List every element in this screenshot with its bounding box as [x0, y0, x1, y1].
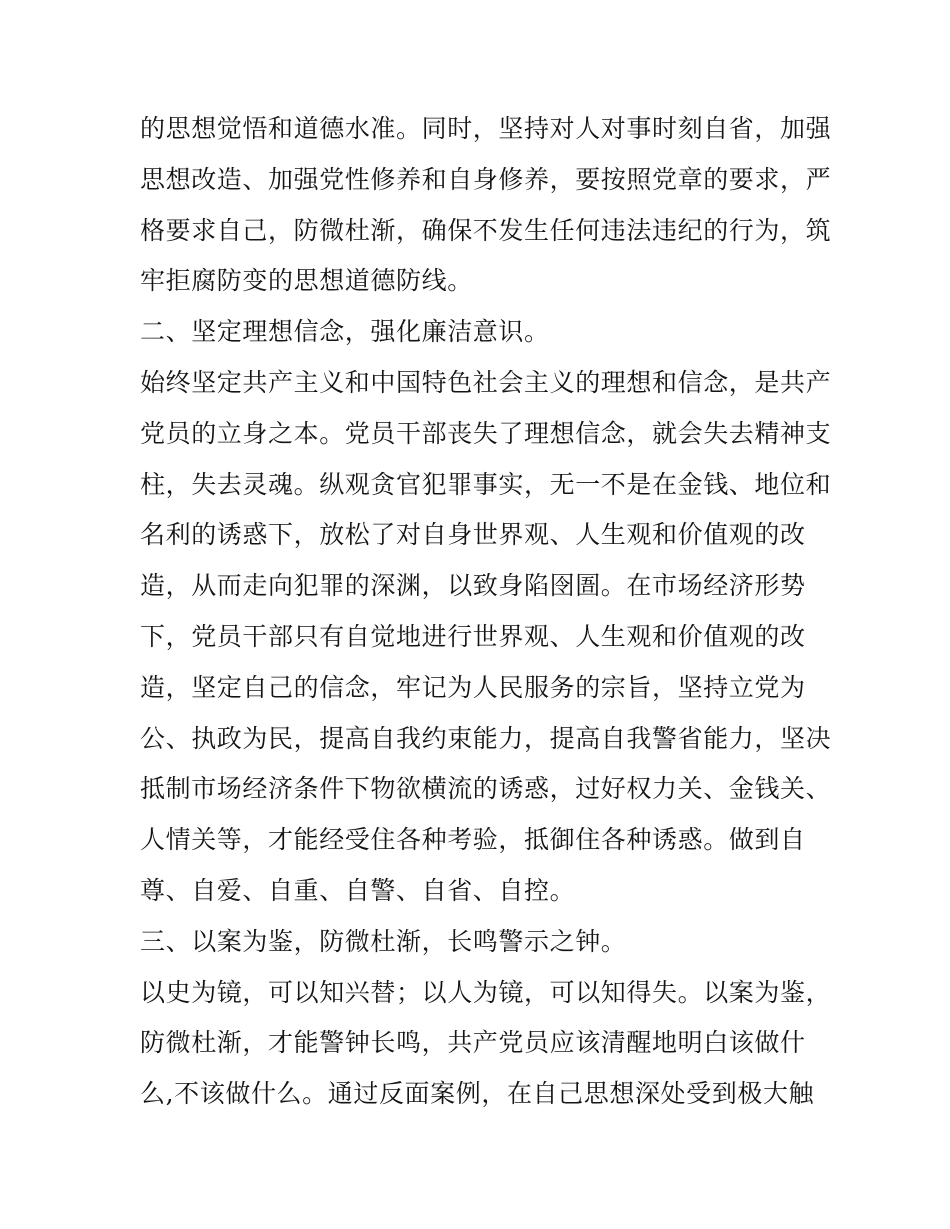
text-line: 抵制市场经济条件下物欲横流的诱惑，过好权力关、金钱关、 [140, 774, 832, 804]
text-line: 格要求自己，防微杜渐，确保不发生任何违法违纪的行为，筑 [140, 215, 832, 245]
text-line: 人情关等，才能经受住各种考验，抵御住各种诱惑。做到自 [140, 825, 806, 855]
text-line: 党员的立身之本。党员干部丧失了理想信念，就会失去精神支 [140, 418, 832, 448]
text-line: 防微杜渐，才能警钟长鸣，共产党员应该清醒地明白该做什 [140, 1028, 806, 1058]
text-line: 造，坚定自己的信念，牢记为人民服务的宗旨，坚持立党为 [140, 672, 806, 702]
text-line: 么,不该做什么。通过反面案例，在自己思想深处受到极大触 [140, 1079, 815, 1109]
section-heading: 三、以案为鉴，防微杜渐，长鸣警示之钟。 [140, 926, 627, 956]
text-line: 造，从而走向犯罪的深渊，以致身陷囹圄。在市场经济形势 [140, 571, 806, 601]
section-heading: 二、坚定理想信念，强化廉洁意识。 [140, 317, 550, 347]
text-line: 始终坚定共产主义和中国特色社会主义的理想和信念，是共产 [140, 367, 832, 397]
text-line: 以史为镜，可以知兴替；以人为镜，可以知得失。以案为鉴， [140, 977, 832, 1007]
text-line: 牢拒腐防变的思想道德防线。 [140, 266, 473, 296]
text-line: 尊、自爱、自重、自警、自省、自控。 [140, 875, 576, 905]
text-line: 柱，失去灵魂。纵观贪官犯罪事实，无一不是在金钱、地位和 [140, 469, 832, 499]
text-line: 下，党员干部只有自觉地进行世界观、人生观和价值观的改 [140, 621, 806, 651]
body-text [140, 104, 832, 1120]
text-line: 思想改造、加强党性修养和自身修养，要按照党章的要求，严 [140, 164, 832, 194]
text-line: 的思想觉悟和道德水准。同时，坚持对人对事时刻自省，加强 [140, 114, 832, 143]
text-line: 公、执政为民，提高自我约束能力，提高自我警省能力，坚决 [140, 723, 832, 753]
text-line: 名利的诱惑下，放松了对自身世界观、人生观和价值观的改 [140, 520, 806, 550]
